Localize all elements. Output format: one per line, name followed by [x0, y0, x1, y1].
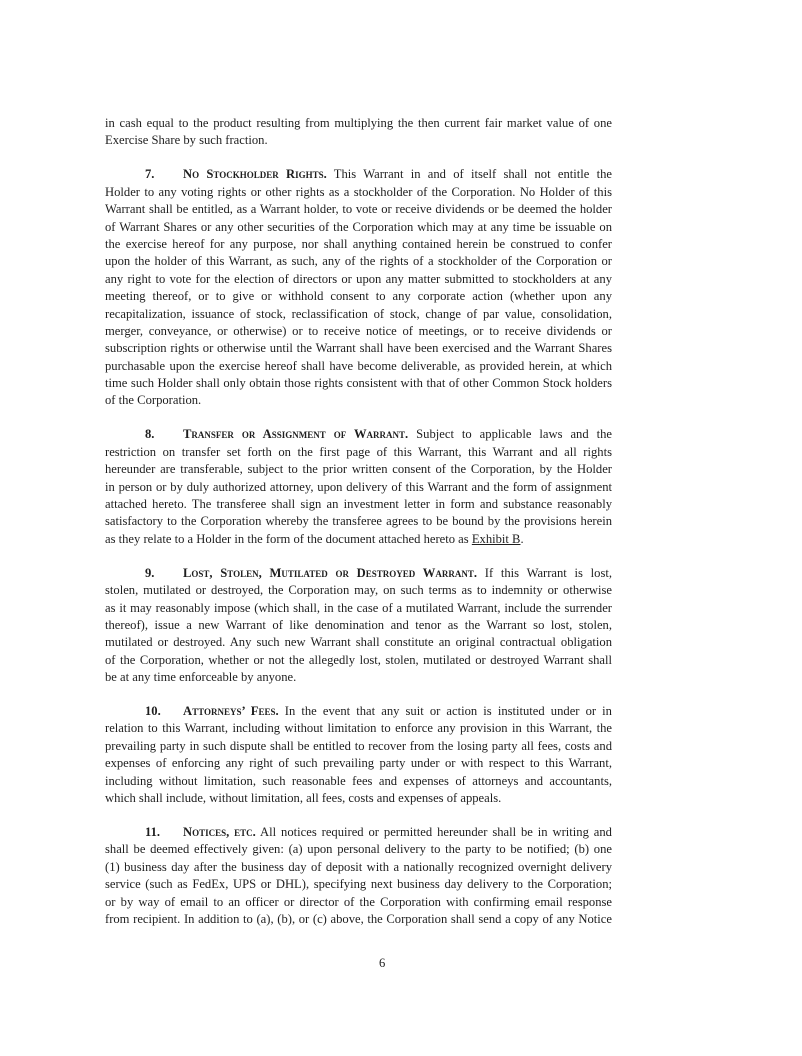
- text-line: merger, conveyance, or otherwise) or to receive notice of meetings, or to receive dividends or: [105, 323, 612, 338]
- text-line: or by way of email to an officer or director of the Corporation with confirming email response: [105, 894, 612, 909]
- text-line: satisfactory to the Corporation whereby the transferee agrees to be bound by the provisions herein: [105, 514, 612, 529]
- section-number: 11.: [145, 825, 161, 840]
- text-line: hereunder are transferable, subject to the prior written consent of the Corporation, by the Holder: [105, 462, 612, 477]
- text-line: prevailing party in such dispute shall be entitled to recover from the losing party all fees, costs and: [105, 738, 612, 753]
- text-line: Holder to any voting rights or other rights as a stockholder of the Corporation. No Holder of this: [105, 184, 612, 199]
- text-line: shall be deemed effectively given: (a) upon personal delivery to the party to be notified; (b) one: [105, 842, 612, 857]
- section-heading: Transfer or Assignment of Warrant.: [183, 427, 409, 442]
- section-10: [105, 703, 612, 807]
- text-segment: .: [520, 531, 524, 546]
- page-number: 6: [379, 956, 386, 970]
- exhibit-reference[interactable]: Exhibit B: [471, 531, 521, 546]
- text-line: of Warrant Shares or any other securities of the Corporation which may at any time be issuable on: [105, 219, 612, 234]
- section-heading: Lost, Stolen, Mutilated or Destroyed Warrant.: [183, 565, 478, 580]
- text-line: any right to vote for the election of directors or upon any matter submitted to stockholders at any: [105, 271, 612, 286]
- document-page-body: [105, 115, 612, 928]
- section-heading: No Stockholder Rights.: [183, 167, 327, 182]
- text-line: mutilated or destroyed. Any such new Warrant shall constitute an original contractual obligation: [105, 635, 612, 650]
- text-line: expenses of enforcing any right of such prevailing party under or with respect to this Warrant,: [105, 756, 612, 771]
- text-segment: as they relate to a Holder in the form of the document attached hereto as: [105, 531, 472, 546]
- section-number: 10.: [145, 704, 161, 719]
- text-line: attached hereto. The transferee shall sign an investment letter in form and substance reasonably: [105, 497, 612, 511]
- text-line: meeting thereof, or to give or withhold consent to any corporate action (whether upon any: [105, 289, 612, 304]
- text-line: purchasable upon the exercise hereof shall have become deliverable, as provided herein, at which: [105, 358, 612, 373]
- text-line: [105, 531, 612, 548]
- text-line: restriction on transfer set forth on the first page of this Warrant, this Warrant and all rights: [105, 444, 612, 459]
- text-line: of the Corporation.: [105, 393, 202, 408]
- text-line: time such Holder shall only obtain those rights consistent with that of other Common Stock holders: [105, 376, 612, 391]
- text-line: recapitalization, issuance of stock, reclassification of stock, change of par value, consolidation,: [105, 306, 612, 321]
- section-9: [105, 565, 612, 687]
- text-line: Warrant shall be entitled, as a Warrant holder, to vote or receive dividends or be deemed the holder: [105, 202, 612, 217]
- text-line: Exercise Share by such fraction.: [105, 133, 268, 148]
- text-line: relation to this Warrant, including without limitation to enforce any provision in this Warrant, the: [105, 721, 612, 736]
- section-number: 8.: [145, 427, 155, 442]
- section-8: [105, 426, 612, 548]
- section-text: This Warrant in and of itself shall not entitle the: [333, 167, 613, 182]
- text-line: the exercise hereof for any purpose, nor shall anything contained herein be construed to confer: [105, 236, 612, 251]
- section-first-line: [105, 426, 612, 443]
- text-line: which shall include, without limitation, all fees, costs and expenses of appeals.: [105, 791, 502, 806]
- text-line: subscription rights or otherwise until the Warrant shall have been exercised and the Warrant Shares: [105, 341, 612, 356]
- text-line: of the Corporation, whether or not the allegedly lost, stolen, mutilated or destroyed Warrant shall: [105, 652, 612, 667]
- text-line: be at any time enforceable by anyone.: [105, 670, 297, 685]
- section-7: [105, 166, 612, 409]
- section-first-line: [105, 703, 612, 720]
- text-line: including without limitation, such reasonable fees and expenses of attorneys and accountants,: [105, 773, 612, 788]
- section-11: [105, 824, 612, 928]
- text-line: stolen, mutilated or destroyed, the Corporation may, on such terms as to indemnity or otherwise: [105, 583, 612, 598]
- text-line: as it may reasonably impose (which shall, in the case of a mutilated Warrant, include the surrender: [105, 600, 612, 615]
- text-line: (1) business day after the business day of deposit with a nationally recognized overnight delivery: [105, 859, 612, 874]
- section-first-line: [105, 166, 612, 183]
- section-number: 7.: [145, 167, 155, 182]
- section-number: 9.: [145, 565, 155, 580]
- section-continuation: [105, 115, 612, 150]
- section-heading: Notices, etc.: [183, 825, 256, 840]
- section-text: If this Warrant is lost,: [484, 565, 612, 580]
- section-heading: Attorneys’ Fees.: [183, 704, 279, 719]
- text-line: thereof), issue a new Warrant of like denomination and tenor as the Warrant so lost, stolen,: [105, 617, 612, 632]
- text-line: from recipient. In addition to (a), (b), or (c) above, the Corporation shall send a copy of any Notice: [105, 911, 612, 926]
- text-line: upon the holder of this Warrant, as such, any of the rights of a stockholder of the Corporation or: [105, 254, 612, 269]
- text-line: service (such as FedEx, UPS or DHL), specifying next business day delivery to the Corporation;: [105, 877, 612, 892]
- section-text: Subject to applicable laws and the: [416, 427, 612, 442]
- section-text: In the event that any suit or action is instituted under or in: [284, 704, 612, 719]
- section-first-line: [105, 565, 612, 582]
- text-line: in cash equal to the product resulting from multiplying the then current fair market value of one: [105, 116, 612, 130]
- section-first-line: [105, 824, 612, 841]
- text-line: in person or by duly authorized attorney, upon delivery of this Warrant and the form of assignment: [105, 479, 612, 494]
- section-text: All notices required or permitted hereunder shall be in writing and: [260, 825, 612, 840]
